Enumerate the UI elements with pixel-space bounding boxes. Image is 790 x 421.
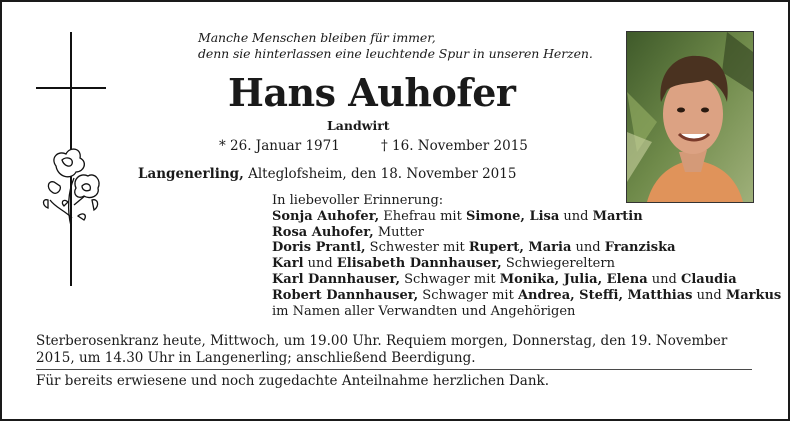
service-notice: Sterberosenkranz heute, Mittwoch, um 19.00 Uhr. Requiem morgen, Donnerstag, den 19. November 2015, um 14.30 Uhr in Langenerling; anschließend Beerdigung. (36, 333, 728, 366)
memorial-quote (198, 30, 593, 62)
mourner-name: Simone, Lisa (465, 208, 560, 224)
place-and-date (138, 166, 516, 182)
mourner-name: Claudia (681, 271, 737, 287)
birth-date: * 26. Januar 1971 (219, 138, 340, 154)
mourner-relation: und (571, 240, 605, 256)
mourner-row (272, 256, 781, 272)
mourner-relation: Schwester mit (365, 240, 469, 256)
mourners-list (272, 193, 781, 319)
mourner-relation: Schwager mit (399, 271, 500, 287)
mourner-row (272, 240, 781, 256)
mourner-name: Karl Dannhauser, (272, 271, 400, 287)
mourner-relation: und (559, 208, 593, 224)
quote-line-2: denn sie hinterlassen eine leuchtende Spur in unseren Herzen. (198, 46, 593, 61)
mourner-name: Franziska (604, 240, 676, 256)
mourner-row (272, 288, 781, 304)
mourner-row (272, 225, 781, 241)
mourner-row (272, 272, 781, 288)
mourners-closing: im Namen aller Verwandten und Angehörigen (272, 303, 576, 319)
mourner-relation: Ehefrau mit (379, 208, 466, 224)
mourner-name: Doris Prantl, (272, 240, 366, 256)
mourner-name: Elisabeth Dannhauser, (336, 256, 502, 272)
place-town: Langenerling, (138, 166, 244, 182)
mourner-relation: und (647, 271, 681, 287)
mourner-name: Karl (272, 256, 304, 272)
quote-line-1: Manche Menschen bleiben für immer, (198, 30, 436, 45)
mourner-rows (272, 209, 781, 304)
mourner-row (272, 209, 781, 225)
thanks-line: Für bereits erwiesene und noch zugedachte Anteilnahme herzlichen Dank. (36, 373, 549, 389)
mourner-name: Rupert, Maria (468, 240, 572, 256)
mourner-name: Rosa Auhofer, (272, 224, 374, 240)
death-date: † 16. November 2015 (381, 138, 528, 154)
mourner-name: Robert Dannhauser, (272, 287, 419, 303)
portrait-photo (626, 31, 754, 203)
mourners-intro: In liebevoller Erinnerung: (272, 193, 444, 208)
mourner-name: Monika, Julia, Elena (499, 271, 648, 287)
mourner-relation: Schwiegereltern (501, 256, 615, 272)
deceased-name: Hans Auhofer (228, 70, 516, 115)
mourner-relation: und (692, 287, 726, 303)
mourner-name: Sonja Auhofer, (272, 208, 380, 224)
mourner-relation: Mutter (373, 224, 424, 240)
deceased-profession: Landwirt (327, 118, 390, 133)
mourner-name: Markus (725, 287, 782, 303)
cross-with-roses-icon (34, 30, 108, 290)
mourner-relation: Schwager mit (418, 287, 518, 303)
divider (36, 369, 752, 370)
place-rest: Alteglofsheim, den 18. November 2015 (243, 166, 517, 182)
mourner-name: Andrea, Steffi, Matthias (517, 287, 693, 303)
mourner-name: Martin (592, 208, 643, 224)
mourner-relation: und (303, 256, 337, 272)
